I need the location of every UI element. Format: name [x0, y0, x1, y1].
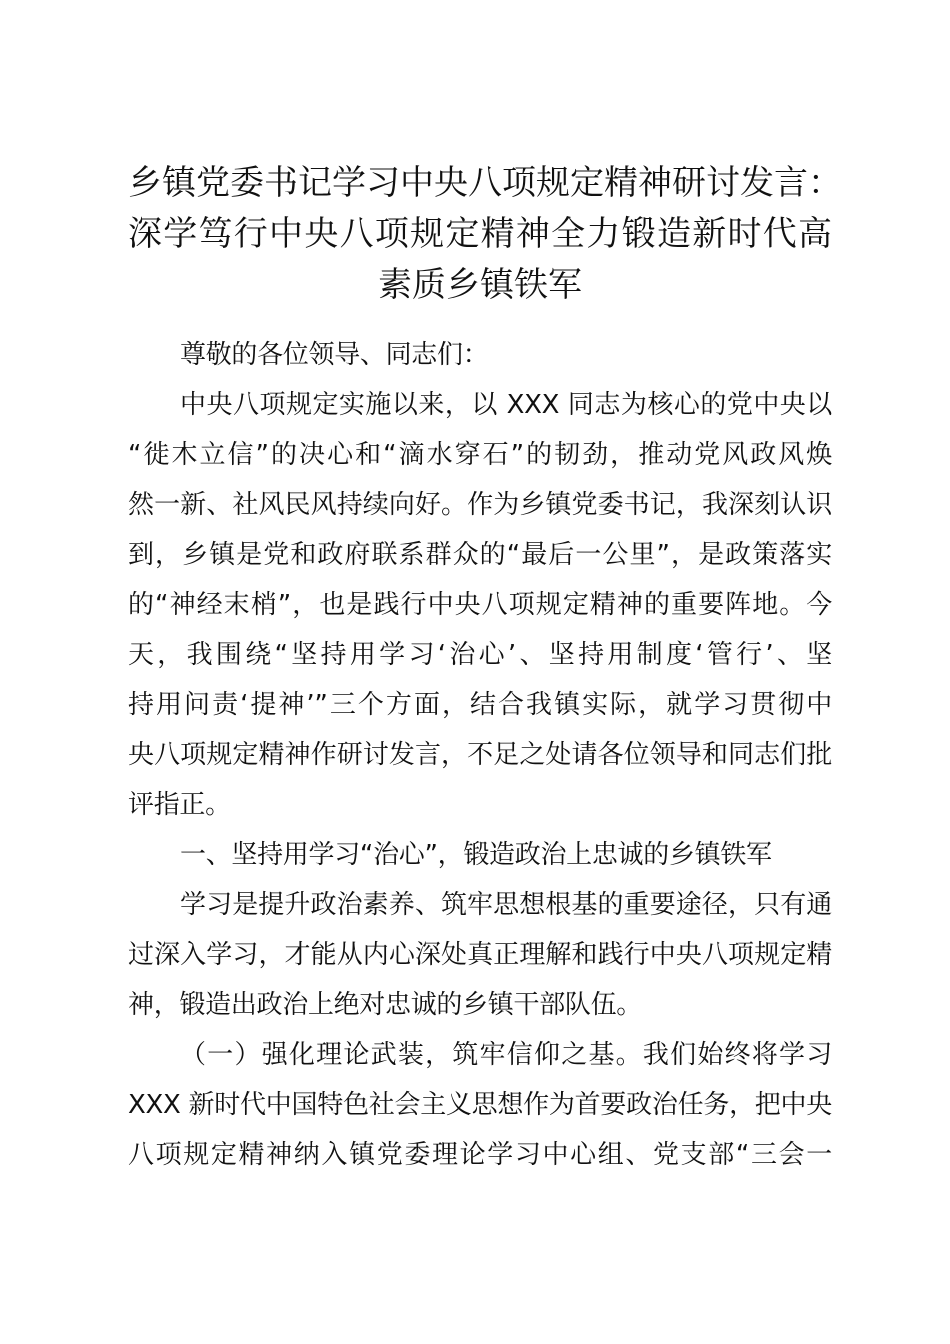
paragraph-line: 到，乡镇是党和政府联系群众的“最后一公里”，是政策落实 [128, 540, 832, 570]
paragraph-line: 央八项规定精神作研讨发言，不足之处请各位领导和同志们批 [128, 740, 832, 770]
paragraph-line: 过深入学习，才能从内心深处真正理解和践行中央八项规定精 [128, 940, 832, 970]
title-line: 深学笃行中央八项规定精神全力锻造新时代高 [128, 214, 832, 254]
document-body [128, 330, 832, 1180]
paragraph-line: 学习是提升政治素养、筑牢思想根基的重要途径，只有通 [180, 890, 832, 920]
paragraph-line: 天，我围绕“坚持用学习‘治心’、坚持用制度‘管行’、坚 [128, 640, 832, 670]
paragraph-line: 八项规定精神纳入镇党委理论学习中心组、党支部“三会一 [128, 1140, 832, 1170]
paragraph-line: 的“神经末梢”，也是践行中央八项规定精神的重要阵地。今 [128, 590, 832, 620]
paragraph-line: 然一新、社风民风持续向好。作为乡镇党委书记，我深刻认识 [128, 490, 832, 520]
paragraph-line: 评指正。 [128, 790, 231, 820]
salutation: 尊敬的各位领导、同志们： [180, 340, 489, 370]
paragraph-line: 持用问责‘提神’”三个方面，结合我镇实际，就学习贯彻中 [128, 690, 832, 720]
paragraph-line: XXX 新时代中国特色社会主义思想作为首要政治任务，把中央 [128, 1090, 832, 1120]
document-title [128, 158, 842, 311]
paragraph-line: （一）强化理论武装，筑牢信仰之基。我们始终将学习 [180, 1040, 832, 1070]
paragraph-line: 中央八项规定实施以来，以 XXX 同志为核心的党中央以 [180, 390, 832, 420]
paragraph-line: “徙木立信”的决心和“滴水穿石”的韧劲，推动党风政风焕 [128, 440, 832, 470]
title-line: 乡镇党委书记学习中央八项规定精神研讨发言： [128, 163, 842, 203]
title-line: 素质乡镇铁军 [378, 265, 582, 305]
section-heading: 一、坚持用学习“治心”，锻造政治上忠诚的乡镇铁军 [180, 840, 772, 870]
paragraph-line: 神，锻造出政治上绝对忠诚的乡镇干部队伍。 [128, 990, 643, 1020]
